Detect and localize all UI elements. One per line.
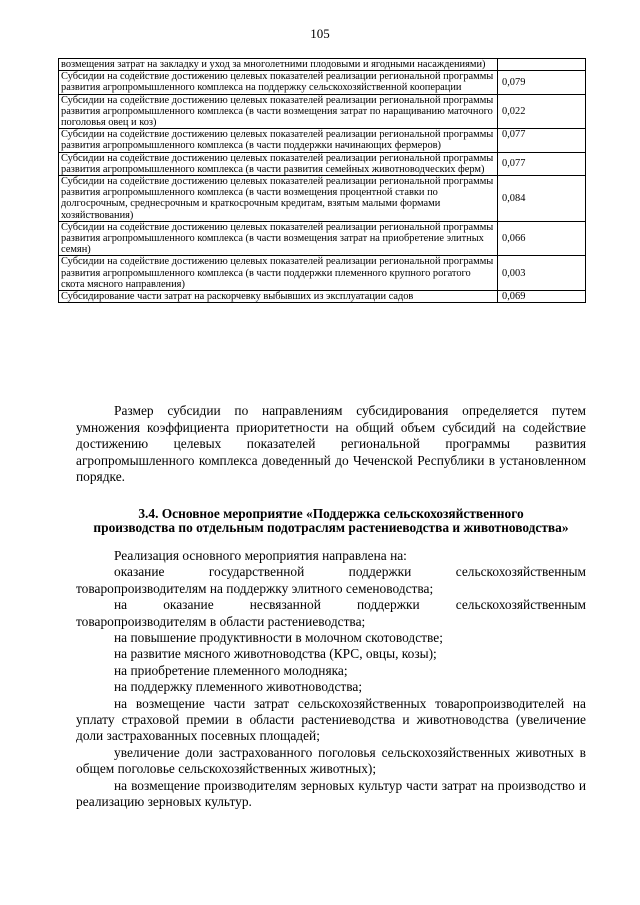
list-item: на возмещение части затрат сельскохозяйственных товаропроизводителей на уплату страховой премии в области растениеводства и животноводства (увеличение доли застрахованных посевных площадей; <box>76 695 586 744</box>
table-cell-name: Субсидирование части затрат на раскорчевку выбывших из эксплуатации садов <box>59 291 498 303</box>
table-cell-name: Субсидии на содействие достижению целевых показателей реализации региональной программы развития агропромышленного комплекса (в части возмещения процентной ставки по долгосрочным, среднесрочным и краткосрочным кредитам, взятым малыми формами хозяйствования) <box>59 176 498 222</box>
list-item: увеличение доли застрахованного поголовья сельскохозяйственных животных в общем поголовье сельскохозяйственных животных); <box>76 744 586 777</box>
table-row <box>59 176 586 222</box>
section-heading-line1: 3.4. Основное мероприятие «Поддержка сельскохозяйственного <box>138 506 524 521</box>
body-paragraph: Размер субсидии по направлениям субсидирования определяется путем умножения коэффициента приоритетности на общий объем субсидий на содействие достижению целевых показателей региональной программы развития агропромышленного комплекса доведенный до Чеченской Республики в установленном порядке. <box>76 403 586 485</box>
list-item: на возмещение производителям зерновых культур части затрат на производство и реализацию зерновых культур. <box>76 777 586 810</box>
table-row <box>59 59 586 71</box>
table-row <box>59 71 586 94</box>
list-item: оказание государственной поддержки сельскохозяйственным товаропроизводителям на поддержку элитного семеноводства; <box>76 564 586 596</box>
table-cell-value: 0,003 <box>498 256 586 291</box>
table-cell-name: Субсидии на содействие достижению целевых показателей реализации региональной программы развития агропромышленного комплекса на поддержку сельскохозяйственной кооперации <box>59 71 498 94</box>
table-cell-value: 0,022 <box>498 94 586 129</box>
table-cell-value: 0,077 <box>498 129 586 152</box>
table-cell-name: Субсидии на содействие достижению целевых показателей реализации региональной программы развития агропромышленного комплекса (в части возмещения затрат на приобретение элитных семян) <box>59 221 498 256</box>
list-item: на приобретение племенного молодняка; <box>114 662 348 678</box>
page-number: 105 <box>310 26 330 41</box>
table-row <box>59 94 586 129</box>
section-intro: Реализация основного мероприятия направлена на: <box>114 548 407 563</box>
table-cell-value <box>498 59 586 71</box>
list-item: на поддержку племенного животноводства; <box>114 679 363 695</box>
table-row <box>59 221 586 256</box>
table-cell-name: Субсидии на содействие достижению целевых показателей реализации региональной программы развития агропромышленного комплекса (в части поддержки племенного крупного рогатого скота мясного направления) <box>59 256 498 291</box>
list-item: на оказание несвязанной поддержки сельскохозяйственным товаропроизводителям в области растениеводства; <box>76 597 586 629</box>
table-cell-value: 0,069 <box>498 291 586 303</box>
table-cell-value: 0,077 <box>498 152 586 175</box>
table-cell-value: 0,084 <box>498 176 586 222</box>
table-row <box>59 256 586 291</box>
table-row <box>59 291 586 303</box>
table-cell-name: Субсидии на содействие достижению целевых показателей реализации региональной программы развития агропромышленного комплекса (в части возмещения затрат по наращиванию маточного поголовья овец и коз) <box>59 94 498 129</box>
list-item: на развитие мясного животноводства (КРС, овцы, козы); <box>114 646 437 662</box>
subsidies-table <box>58 58 586 303</box>
section-heading <box>76 507 586 534</box>
list-item: на повышение продуктивности в молочном скотоводстве; <box>114 630 443 646</box>
table-cell-value: 0,079 <box>498 71 586 94</box>
table-cell-value: 0,066 <box>498 221 586 256</box>
section-heading-line2: производства по отдельным подотраслям растениеводства и животноводства» <box>93 519 569 535</box>
table-row <box>59 129 586 152</box>
table-cell-name: Субсидии на содействие достижению целевых показателей реализации региональной программы развития агропромышленного комплекса (в части поддержки начинающих фермеров) <box>59 129 498 152</box>
body-paragraph-block <box>76 403 586 486</box>
section-list <box>76 548 586 811</box>
table-row <box>59 152 586 175</box>
table-cell-name: Субсидии на содействие достижению целевых показателей реализации региональной программы развития агропромышленного комплекса (в части развития семейных животноводческих ферм) <box>59 152 498 175</box>
table-cell-name: возмещения затрат на закладку и уход за многолетними плодовыми и ягодными насаждениями) <box>59 59 498 71</box>
